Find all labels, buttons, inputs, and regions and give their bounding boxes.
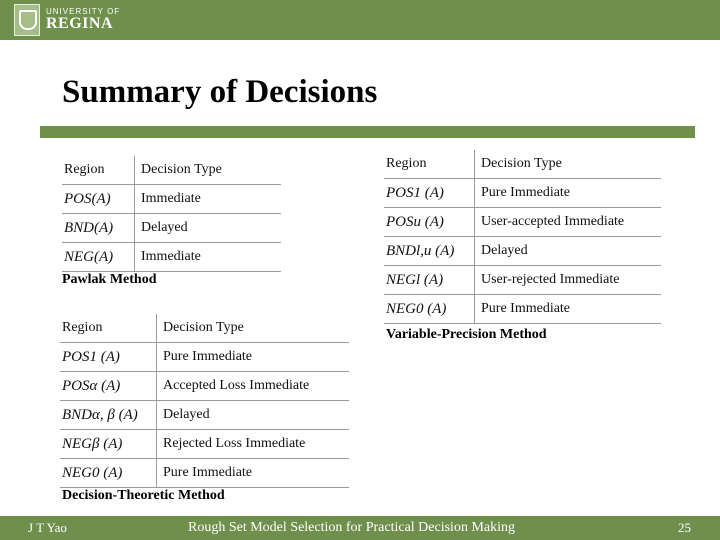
table-header-row xyxy=(384,150,661,179)
header-region: Region xyxy=(60,314,157,343)
header-bar xyxy=(0,0,720,40)
region-cell: POSu (A) xyxy=(384,208,475,237)
decision-cell: Accepted Loss Immediate xyxy=(157,372,350,401)
table-row xyxy=(62,214,281,243)
decision-cell: Pure Immediate xyxy=(475,295,662,324)
header-decision-type: Decision Type xyxy=(135,156,282,185)
region-cell: POS1 (A) xyxy=(384,179,475,208)
table-row xyxy=(384,295,661,324)
decision-cell: Delayed xyxy=(475,237,662,266)
logo-university-text: UNIVERSITY OF xyxy=(46,7,121,16)
slide-title: Summary of Decisions xyxy=(62,74,378,110)
region-cell: NEGβ (A) xyxy=(60,430,157,459)
decision-cell: Rejected Loss Immediate xyxy=(157,430,350,459)
decision-cell: Immediate xyxy=(135,185,282,214)
table-row xyxy=(62,243,281,272)
title-underline xyxy=(40,126,695,138)
table-row xyxy=(384,266,661,295)
region-cell: POS1 (A) xyxy=(60,343,157,372)
decision-cell: Delayed xyxy=(135,214,282,243)
region-cell: NEGl (A) xyxy=(384,266,475,295)
crest-icon xyxy=(14,4,40,36)
decision-cell: User-accepted Immediate xyxy=(475,208,662,237)
decision-cell: Delayed xyxy=(157,401,350,430)
region-cell: BND(A) xyxy=(62,214,135,243)
footer-bar xyxy=(0,516,720,540)
region-cell: POS(A) xyxy=(62,185,135,214)
decision-cell: Immediate xyxy=(135,243,282,272)
table-row xyxy=(60,401,349,430)
table-row xyxy=(62,185,281,214)
variable-precision-table xyxy=(384,150,661,324)
region-cell: NEG0 (A) xyxy=(384,295,475,324)
pawlak-table xyxy=(62,156,281,272)
table-header-row xyxy=(62,156,281,185)
table-header-row xyxy=(60,314,349,343)
header-decision-type: Decision Type xyxy=(475,150,662,179)
table-row xyxy=(384,208,661,237)
table-row xyxy=(384,237,661,266)
table-row xyxy=(60,459,349,488)
variable-precision-caption: Variable-Precision Method xyxy=(386,327,547,342)
pawlak-caption: Pawlak Method xyxy=(62,272,157,287)
region-cell: NEG(A) xyxy=(62,243,135,272)
table-row xyxy=(60,372,349,401)
logo-name-text: REGINA xyxy=(46,15,114,32)
region-cell: POSα (A) xyxy=(60,372,157,401)
decision-cell: Pure Immediate xyxy=(157,459,350,488)
page-number: 25 xyxy=(678,520,691,535)
header-region: Region xyxy=(62,156,135,185)
header-region: Region xyxy=(384,150,475,179)
decision-cell: Pure Immediate xyxy=(157,343,350,372)
table-row xyxy=(60,430,349,459)
region-cell: BNDl,u (A) xyxy=(384,237,475,266)
footer-author: J T Yao xyxy=(28,520,67,535)
university-logo xyxy=(14,4,120,36)
decision-cell: User-rejected Immediate xyxy=(475,266,662,295)
table-row xyxy=(384,179,661,208)
decision-theoretic-caption: Decision-Theoretic Method xyxy=(62,488,225,503)
header-decision-type: Decision Type xyxy=(157,314,350,343)
region-cell: NEG0 (A) xyxy=(60,459,157,488)
decision-theoretic-table xyxy=(60,314,349,488)
table-row xyxy=(60,343,349,372)
footer-title: Rough Set Model Selection for Practical Decision Making xyxy=(188,520,515,535)
region-cell: BNDα, β (A) xyxy=(60,401,157,430)
decision-cell: Pure Immediate xyxy=(475,179,662,208)
